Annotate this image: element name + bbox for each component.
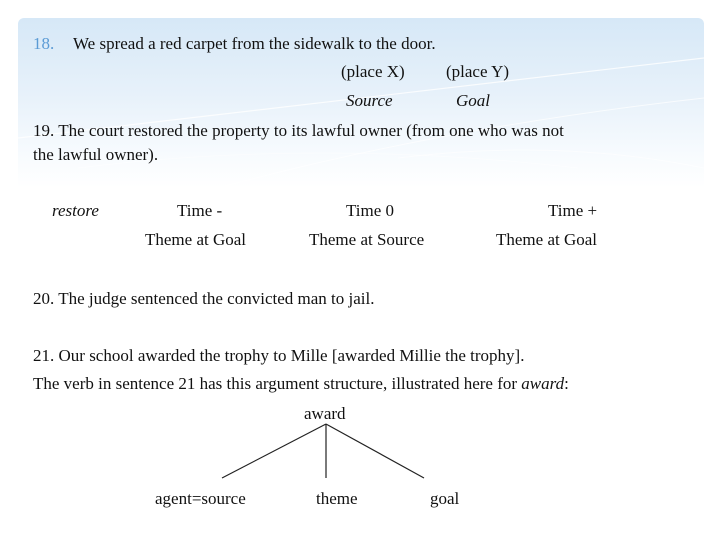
place-y-label: (place Y) [446,62,510,81]
time-plus-label: Time + [548,201,598,220]
note-prefix: The verb in sentence 21 has this argument structure, illustrated here for [33,374,522,393]
tree-branch-right [326,424,424,478]
restore-verb-label: restore [52,201,99,220]
sentence-19-line-2: the lawful owner). [33,145,159,164]
time-minus-label: Time - [177,201,223,220]
goal-label: Goal [456,91,490,110]
tree-leaf-agent-source: agent=source [155,489,246,508]
sentence-21-text: 21. Our school awarded the trophy to Mille [awarded Millie the trophy]. [33,346,525,365]
tree-branch-left [222,424,326,478]
sentence-18-text: We spread a red carpet from the sidewalk to the door. [73,34,436,53]
sentence-20-text: 20. The judge sentenced the convicted man to jail. [33,289,375,308]
tree-leaf-goal: goal [430,489,460,508]
time-plus-theme: Theme at Goal [496,230,598,249]
place-x-label: (place X) [341,62,405,81]
time-zero-label: Time 0 [346,201,395,220]
note-verb: award [521,374,565,393]
time-minus-theme: Theme at Goal [145,230,247,249]
tree-root-node: award [304,404,346,423]
tree-leaf-theme: theme [316,489,358,508]
sentence-18-number: 18. [33,34,55,53]
time-zero-theme: Theme at Source [309,230,425,249]
sentence-19-line-1: 19. The court restored the property to its lawful owner (from one who was not [33,121,564,140]
source-label: Source [346,91,393,110]
note-suffix: : [564,374,569,393]
